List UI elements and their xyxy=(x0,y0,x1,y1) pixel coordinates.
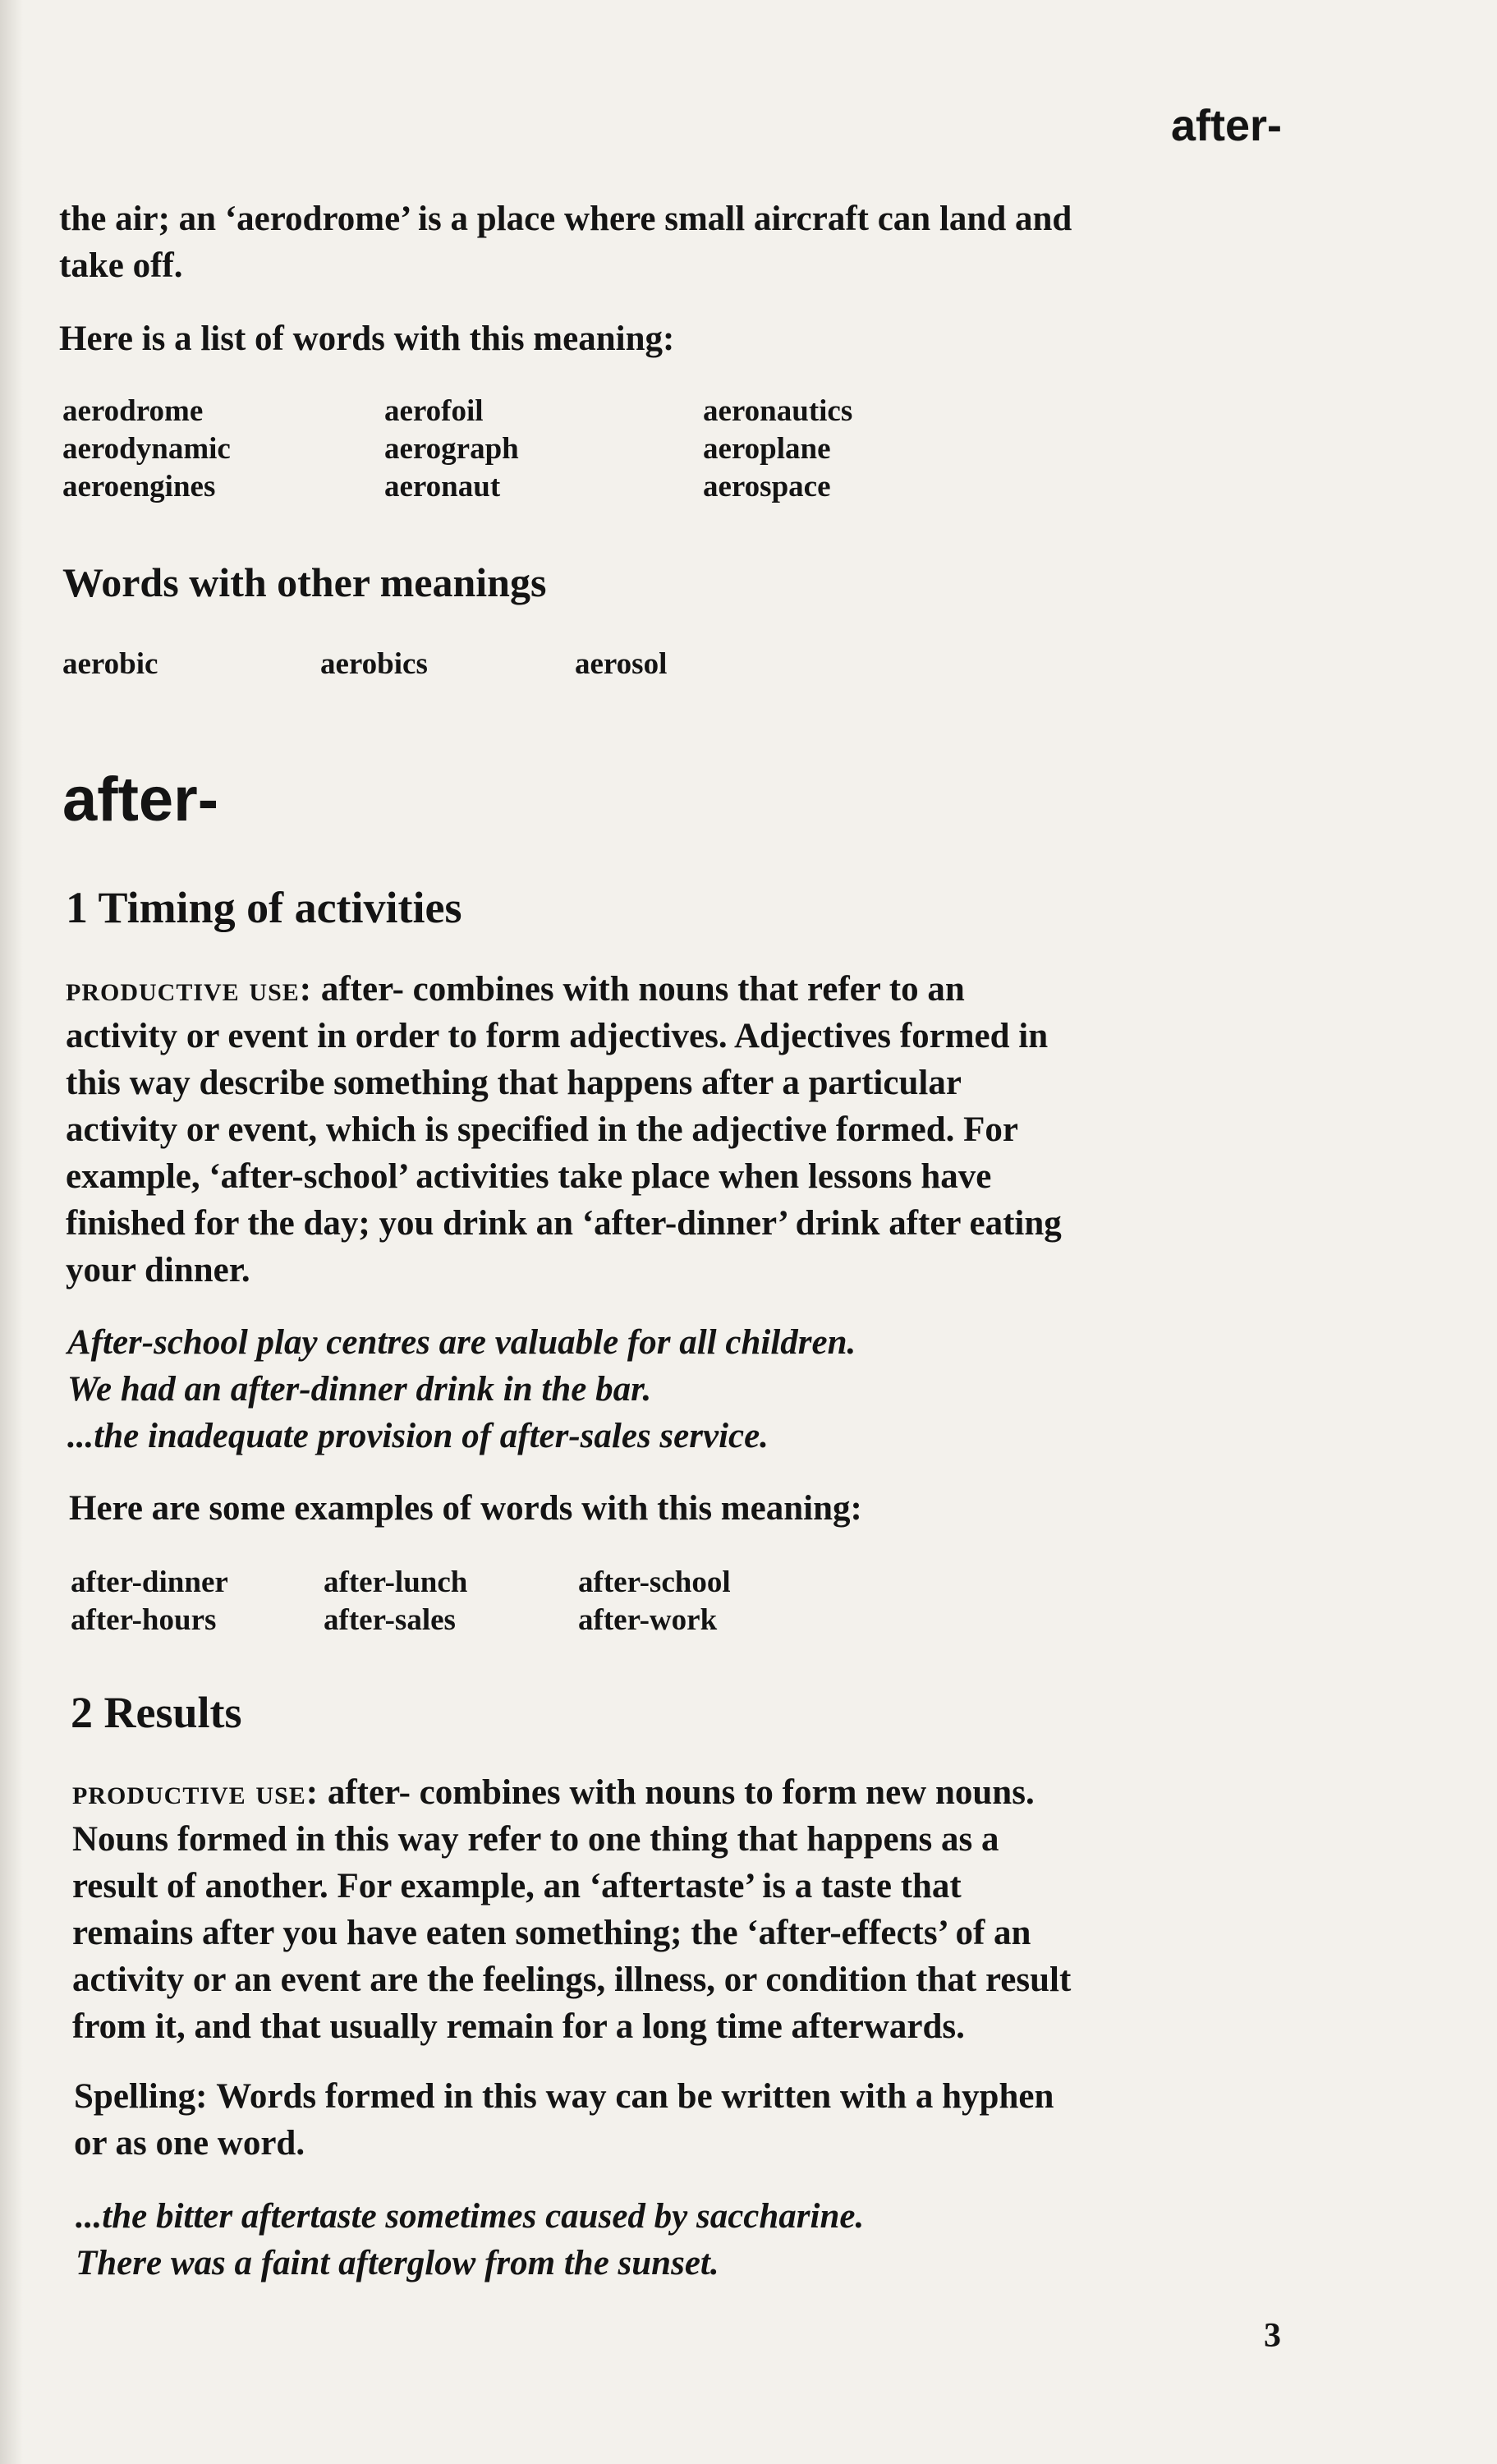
word-column xyxy=(62,393,231,506)
spelling-line: or as one word. xyxy=(74,2124,305,2163)
section-1-examples xyxy=(67,1319,856,1460)
word-item: aerobics xyxy=(320,647,428,681)
spelling-text: Words formed in this way can be written with a hyphen xyxy=(216,2077,1054,2116)
word-item: aerofoil xyxy=(384,394,484,428)
word-item: after-sales xyxy=(324,1603,456,1637)
definition-line: activity or event in order to form adjectives. Adjectives formed in xyxy=(66,1017,1049,1055)
section-1-definition xyxy=(66,966,1062,1294)
word-item: after-lunch xyxy=(324,1565,468,1599)
word-item: aerobic xyxy=(62,647,158,681)
word-column xyxy=(324,1564,467,1639)
word-item: aeronaut xyxy=(384,470,501,503)
word-item: aerodynamic xyxy=(62,432,231,466)
prefix-term: after- xyxy=(320,970,404,1009)
spelling-line xyxy=(74,2073,1054,2120)
example-sentence: ...the inadequate provision of after-sales service. xyxy=(67,1417,769,1455)
definition-line xyxy=(72,1769,1071,1816)
example-sentence: There was a faint afterglow from the sunset. xyxy=(76,2244,719,2282)
intro-line: the air; an ‘aerodrome’ is a place where small aircraft can land and xyxy=(59,200,1072,238)
definition-line: from it, and that usually remain for a long time afterwards. xyxy=(72,2007,965,2046)
intro-list-intro: Here is a list of words with this meaning: xyxy=(59,319,675,358)
definition-line: example, ‘after-school’ activities take place when lessons have xyxy=(66,1157,992,1196)
word-column xyxy=(384,393,519,506)
word-item: after-hours xyxy=(71,1603,217,1637)
definition-line: remains after you have eaten something; the ‘after-effects’ of an xyxy=(72,1914,1031,1952)
definition-line: this way describe something that happens after a particular xyxy=(66,1064,962,1102)
example-sentence: After-school play centres are valuable for all children. xyxy=(67,1323,856,1362)
other-meanings-heading: Words with other meanings xyxy=(62,559,547,605)
definition-line: activity or an event are the feelings, illness, or condition that result xyxy=(72,1961,1072,1999)
definition-line xyxy=(66,966,1062,1013)
productive-use-label: productive use: xyxy=(66,970,313,1009)
example-sentence: ...the bitter aftertaste sometimes caused by saccharine. xyxy=(76,2197,865,2236)
word-column xyxy=(578,1564,731,1639)
definition-line: finished for the day; you drink an ‘after-dinner’ drink after eating xyxy=(66,1204,1062,1243)
definition-line: result of another. For example, an ‘aftertaste’ is a taste that xyxy=(72,1867,962,1905)
section-2-title: 2 Results xyxy=(71,1688,242,1737)
section-2-definition xyxy=(72,1769,1071,2050)
section-1-title: 1 Timing of activities xyxy=(66,883,462,932)
word-item: aerospace xyxy=(703,470,831,503)
word-item: after-school xyxy=(578,1565,731,1599)
section-1-list-intro: Here are some examples of words with this meaning: xyxy=(69,1489,862,1528)
definition-line: activity or event, which is specified in the adjective formed. For xyxy=(66,1110,1018,1149)
word-item: aeroengines xyxy=(62,470,216,503)
prefix-term: after- xyxy=(327,1773,411,1812)
spelling-label: Spelling: xyxy=(74,2077,208,2116)
entry-headword: after- xyxy=(62,765,219,834)
page-number: 3 xyxy=(1264,2317,1281,2355)
definition-text: combines with nouns to form new nouns. xyxy=(419,1773,1035,1812)
word-column xyxy=(703,393,852,506)
word-item: aeronautics xyxy=(703,394,853,428)
word-column xyxy=(71,1564,228,1639)
intro-text xyxy=(59,195,1072,289)
spelling-note xyxy=(74,2073,1054,2167)
intro-line: take off. xyxy=(59,246,183,285)
word-item: after-dinner xyxy=(71,1565,228,1599)
section-2-examples xyxy=(76,2193,864,2287)
word-item: aerodrome xyxy=(62,394,204,428)
running-head: after- xyxy=(1170,101,1282,150)
word-item: aerosol xyxy=(575,647,668,681)
word-item: aerograph xyxy=(384,432,519,466)
definition-line: your dinner. xyxy=(66,1251,250,1289)
definition-line: Nouns formed in this way refer to one thing that happens as a xyxy=(72,1820,999,1859)
example-sentence: We had an after-dinner drink in the bar. xyxy=(67,1370,652,1409)
page-edge-shadow xyxy=(0,0,23,2464)
productive-use-label: productive use: xyxy=(72,1773,319,1812)
word-item: aeroplane xyxy=(703,432,831,466)
definition-text: combines with nouns that refer to an xyxy=(412,970,965,1009)
word-item: after-work xyxy=(578,1603,718,1637)
